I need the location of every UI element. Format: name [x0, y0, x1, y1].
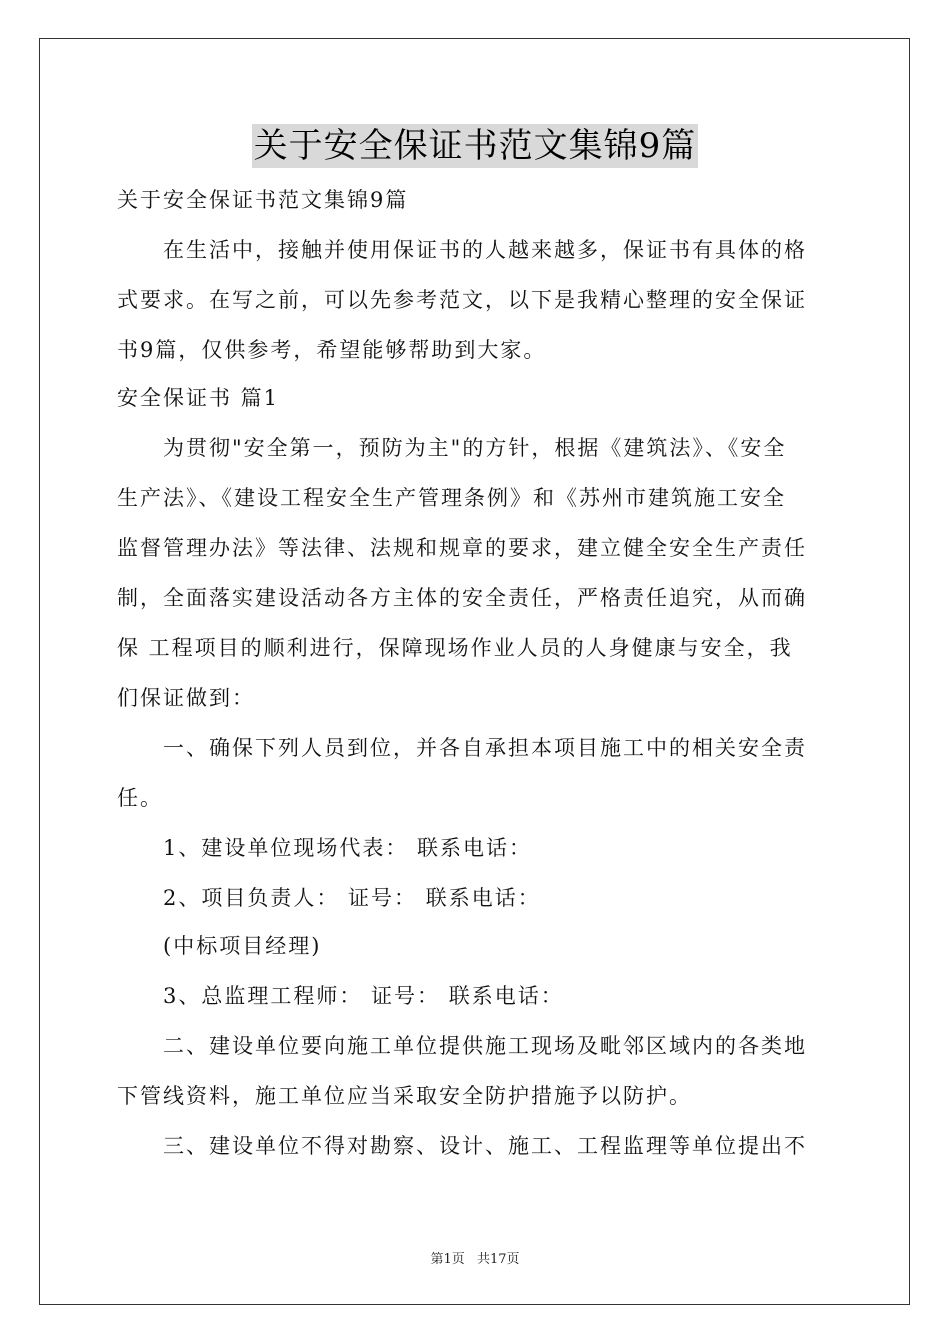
paragraph-line: 制，全面落实建设活动各方主体的安全责任，严格责任追究，从而确 — [117, 586, 807, 610]
page-number: 第1页 — [430, 1252, 465, 1267]
list-item: 1、建设单位现场代表： 联系电话： — [163, 836, 533, 860]
subtitle-line: 关于安全保证书范文集锦9篇 — [117, 188, 409, 212]
section-heading: 安全保证书 篇1 — [117, 386, 280, 410]
paragraph-line: 式要求。在写之前，可以先参考范文，以下是我精心整理的安全保证 — [117, 288, 807, 312]
document-title-text: 关于安全保证书范文集锦9篇 — [253, 126, 697, 166]
paragraph-line: 监督管理办法》等法律、法规和规章的要求，建立健全安全生产责任 — [117, 536, 807, 560]
paragraph-line: 下管线资料，施工单位应当采取安全防护措施予以防护。 — [117, 1084, 692, 1108]
paragraph-line: 在生活中，接触并使用保证书的人越来越多，保证书有具体的格 — [163, 238, 807, 262]
page-total: 共17页 — [476, 1252, 520, 1267]
list-item-note: (中标项目经理) — [163, 934, 322, 958]
paragraph-line: 二、建设单位要向施工单位提供施工现场及毗邻区域内的各类地 — [163, 1034, 807, 1058]
paragraph-line: 生产法》、《建设工程安全生产管理条例》和《苏州市建筑施工安全 — [117, 486, 786, 510]
document-title — [0, 124, 950, 170]
page-footer — [0, 1248, 950, 1267]
list-item: 3、总监理工程师： 证号： 联系电话： — [163, 984, 564, 1008]
paragraph-line: 一、确保下列人员到位，并各自承担本项目施工中的相关安全责 — [163, 736, 807, 760]
paragraph-line: 为贯彻"安全第一，预防为主"的方针，根据《建筑法》、《安全 — [163, 436, 787, 460]
paragraph-line: 保 工程项目的顺利进行，保障现场作业人员的人身健康与安全，我 — [117, 636, 793, 660]
list-item: 2、项目负责人： 证号： 联系电话： — [163, 886, 541, 910]
paragraph-line: 三、建设单位不得对勘察、设计、施工、工程监理等单位提出不 — [163, 1134, 807, 1158]
paragraph-line: 们保证做到： — [117, 686, 255, 710]
paragraph-line: 任。 — [117, 786, 163, 810]
page-border — [39, 38, 910, 1305]
paragraph-line: 书9篇，仅供参考，希望能够帮助到大家。 — [117, 338, 547, 362]
